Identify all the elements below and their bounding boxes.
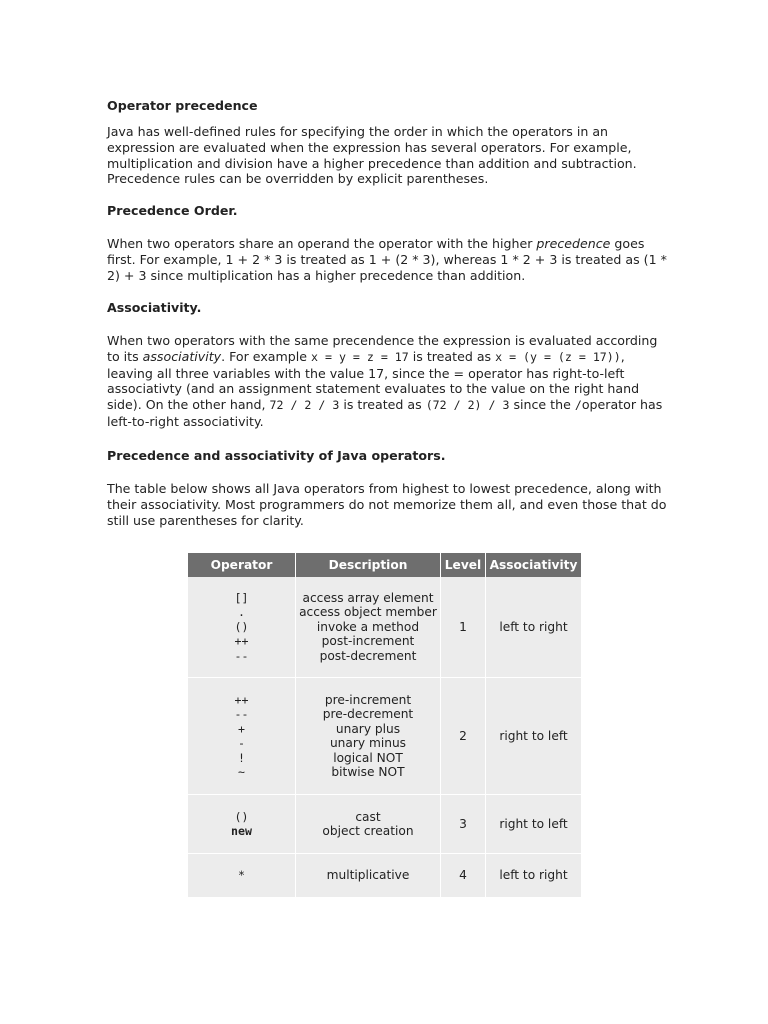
paragraph-table-intro: The table below shows all Java operators from highest to lowest precedence, along with their associativity. Most programmers do not memorize them all, and even those that do still use parentheses for clarity. [107,481,667,528]
operator-symbol: new [231,824,252,838]
assoc-text-7: operator has left-to-right associativity. [107,397,663,429]
paragraph-intro: Java has well-defined rules for specifying the order in which the operators in an expression are evaluated when the expression has several operators. For example, multiplication and division have a higher precedence than addition and subtraction. Precedence rules can be overridden by explicit parentheses. [107,124,637,187]
description-line: post-decrement [319,648,417,663]
assoc-code-3: 72 / 2 / 3 [269,398,340,413]
level-cell: 4 [441,854,486,898]
table-row [188,577,581,678]
operator-symbol: * [238,868,245,883]
description-cell [296,577,441,678]
description-line: pre-decrement [322,707,414,721]
level-cell: 2 [441,678,486,795]
description-line: unary plus [335,721,401,736]
assoc-code-4: (72 / 2) / 3 [425,398,510,413]
operator-symbol: -- [234,707,249,721]
description-cell [296,678,441,795]
description-line: multiplicative [326,868,410,883]
assoc-code-2: x = (y = (z = 17)) [495,349,621,364]
operator-symbol: () [234,619,249,634]
table-header-row [188,553,581,577]
operator-symbol: ~ [238,765,245,779]
table-row [188,795,581,854]
level-cell: 1 [441,577,486,678]
description-line: invoke a method [316,619,420,634]
operator-symbol: ++ [234,692,249,707]
operator-cell [188,795,296,854]
table-row [188,678,581,795]
paragraph-associativity [107,333,667,430]
assoc-code-1: x = y = z = 17 [311,349,409,364]
assoc-text-4: , leaving all three variables with the value 17, since the = operator has right-to-left associativty (and an assignment statement evaluates to the value on the right hand side). On the other hand, [107,348,640,413]
order-em-precedence: precedence [536,236,611,251]
order-text-2: goes first. For example, 1 + 2 * 3 is treated as 1 + (2 * 3), whereas 1 * 2 + 3 is treated as (1 * 2) + 3 since multiplication has a higher precedence than addition. [107,236,667,283]
associativity-cell: right to left [486,795,582,854]
associativity-cell: left to right [486,577,582,678]
assoc-text-1: When two operators with the same precendence the expression is evaluated according to its [107,333,658,364]
order-text-1: When two operators share an operand the operator with the higher [107,236,537,251]
operator-symbol: . [238,605,245,620]
associativity-cell: right to left [486,678,582,795]
header-associativity: Associativity [486,553,582,577]
description-line: unary minus [329,736,407,750]
assoc-code-5: / [574,398,582,413]
header-operator: Operator [188,553,296,577]
operator-symbol: [] [234,590,249,605]
operator-symbol: + [238,721,245,736]
operator-symbol: -- [234,648,249,663]
operator-cell [188,577,296,678]
description-line: cast [355,809,381,824]
paragraph-precedence-order [107,236,667,283]
assoc-em-associativity: associativity [142,348,222,364]
description-line: post-increment [321,634,415,649]
description-line: pre-increment [324,692,412,707]
operator-symbol: ! [238,750,245,765]
header-description: Description [296,553,441,577]
heading-precedence-table: Precedence and associativity of Java operators. [107,448,446,463]
description-line: object creation [322,824,414,838]
operator-symbol: ++ [234,634,249,649]
heading-operator-precedence: Operator precedence [107,98,258,113]
description-line: logical NOT [333,750,403,765]
operator-cell [188,678,296,795]
table-row [188,854,581,898]
header-level: Level [441,553,486,577]
description-line: access array element [302,590,434,605]
assoc-text-6: since the [509,397,575,413]
level-cell: 3 [441,795,486,854]
description-line: access object member [299,605,437,620]
description-line: bitwise NOT [331,765,405,779]
operator-precedence-table [188,553,581,898]
heading-associativity: Associativity. [107,300,202,315]
heading-precedence-order: Precedence Order. [107,203,238,218]
description-cell [296,854,441,898]
operator-symbol: () [234,809,249,824]
operator-symbol: - [238,736,245,750]
assoc-text-5: is treated as [339,397,426,413]
associativity-cell: left to right [486,854,582,898]
description-cell [296,795,441,854]
operator-cell [188,854,296,898]
assoc-text-2: . For example [221,348,312,364]
assoc-text-3: is treated as [408,348,496,364]
